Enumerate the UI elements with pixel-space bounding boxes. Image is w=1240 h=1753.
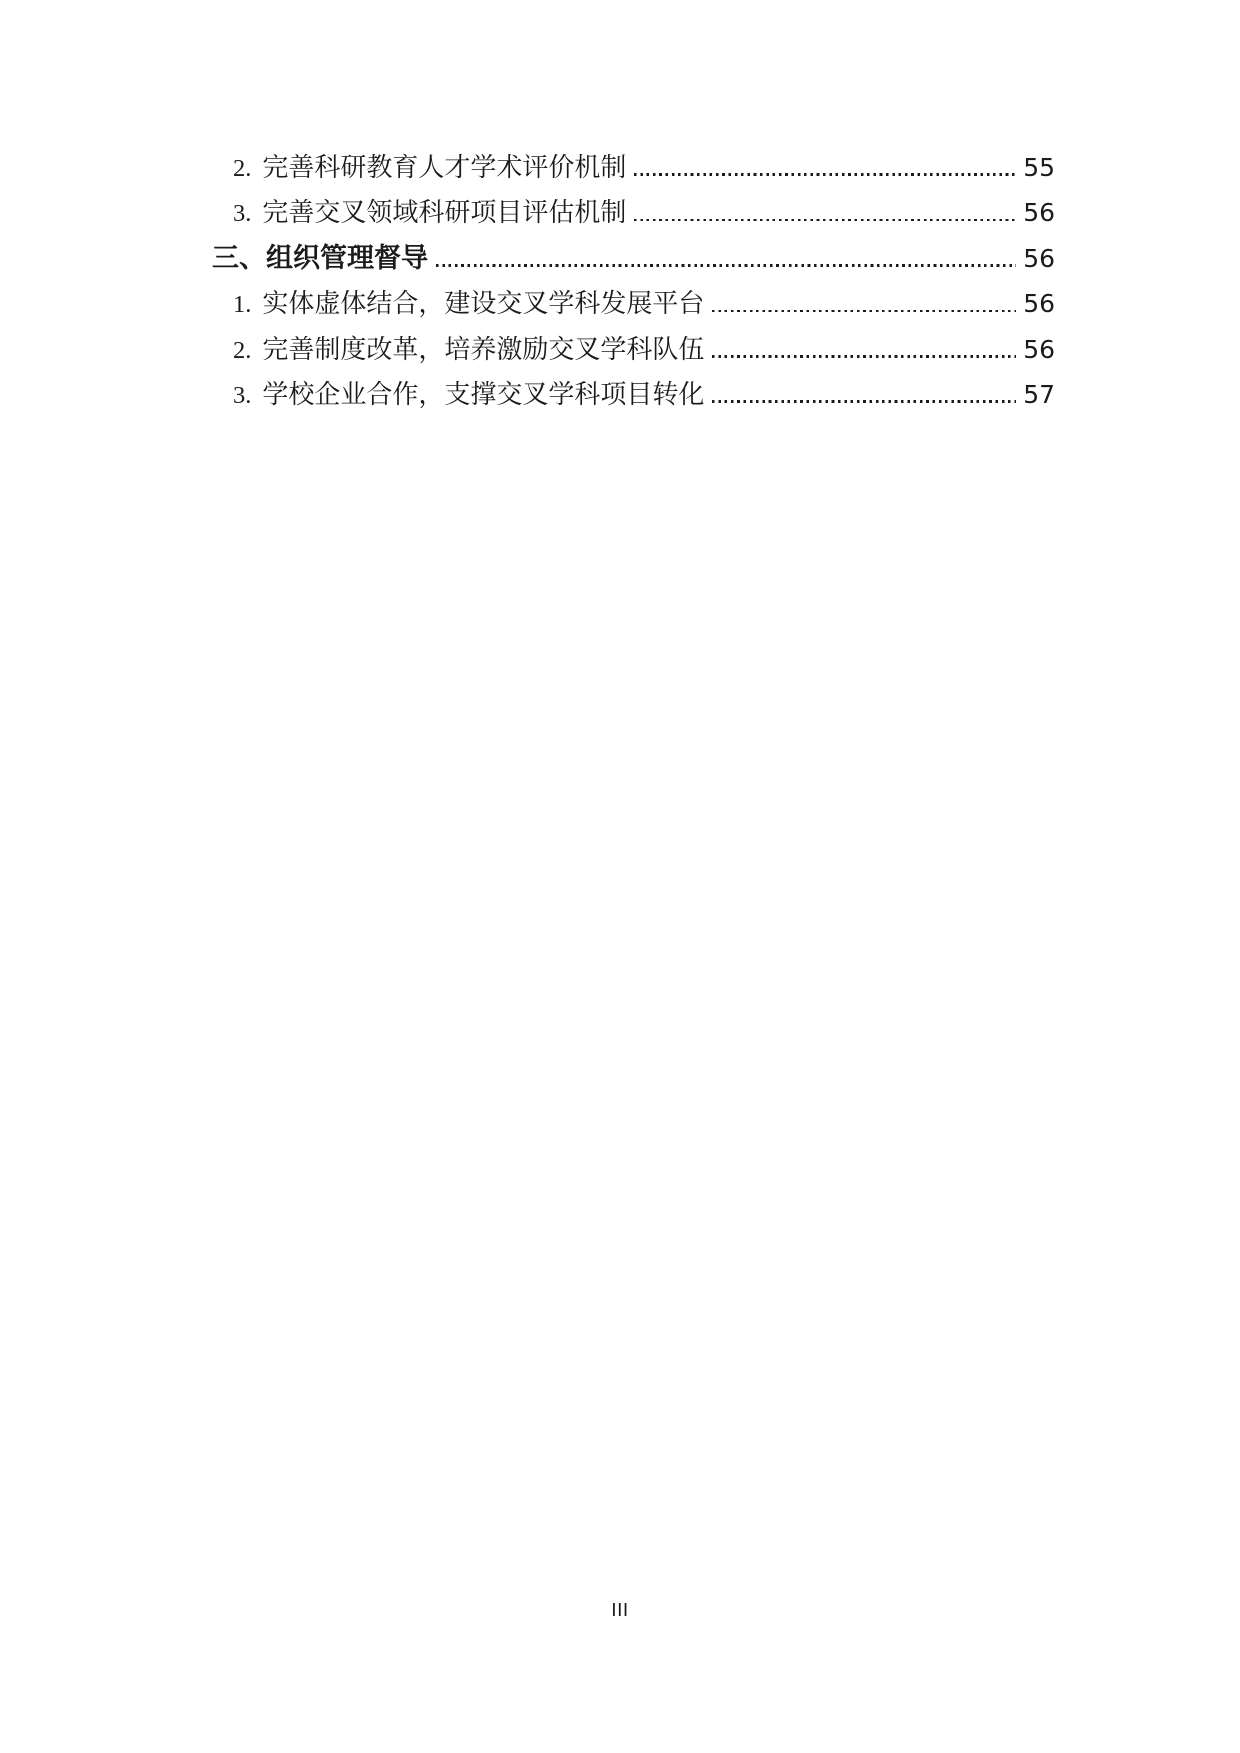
toc-entry-number: 2. <box>233 155 252 182</box>
toc-entry[interactable] <box>212 372 1055 417</box>
toc-entry-label[interactable]: 完善科研教育人才学术评价机制 <box>262 153 627 183</box>
toc-entry-page-number[interactable]: 56 <box>1023 334 1055 364</box>
toc-entry[interactable] <box>212 190 1055 235</box>
dot-leader <box>436 264 1016 267</box>
page-footer <box>0 1600 1240 1621</box>
toc-entry-page-number[interactable]: 55 <box>1023 153 1055 182</box>
dot-leader <box>712 310 1016 313</box>
toc-entry-page-number[interactable]: 56 <box>1023 243 1055 273</box>
toc-entry-number: 三、 <box>212 242 266 274</box>
toc-entry-label[interactable]: 实体虚体结合，建设交叉学科发展平台 <box>262 289 705 320</box>
table-of-contents <box>212 145 1055 417</box>
toc-entry-number: 2. <box>233 336 252 364</box>
toc-entry-label[interactable]: 组织管理督导 <box>266 242 428 274</box>
dot-leader <box>634 219 1016 222</box>
toc-entry-page-number[interactable]: 57 <box>1023 379 1055 409</box>
dot-leader <box>712 400 1016 403</box>
toc-entry-number: 3. <box>233 200 252 228</box>
toc-entry-number: 3. <box>233 381 252 409</box>
toc-entry-page-number[interactable]: 56 <box>1023 289 1055 319</box>
toc-entry[interactable] <box>212 236 1055 281</box>
dot-leader <box>712 355 1016 358</box>
toc-entry-page-number[interactable]: 56 <box>1023 198 1055 228</box>
toc-entry[interactable] <box>212 327 1055 372</box>
toc-entry-label[interactable]: 完善交叉领域科研项目评估机制 <box>262 198 627 229</box>
toc-entry-number: 1. <box>233 291 252 319</box>
toc-entry-label[interactable]: 学校企业合作，支撑交叉学科项目转化 <box>262 379 705 410</box>
toc-entry[interactable] <box>212 281 1055 326</box>
dot-leader <box>634 173 1016 176</box>
toc-entry-label[interactable]: 完善制度改革，培养激励交叉学科队伍 <box>262 334 705 365</box>
footer-page-number: III <box>611 1600 629 1621</box>
toc-entry[interactable] <box>212 145 1055 190</box>
